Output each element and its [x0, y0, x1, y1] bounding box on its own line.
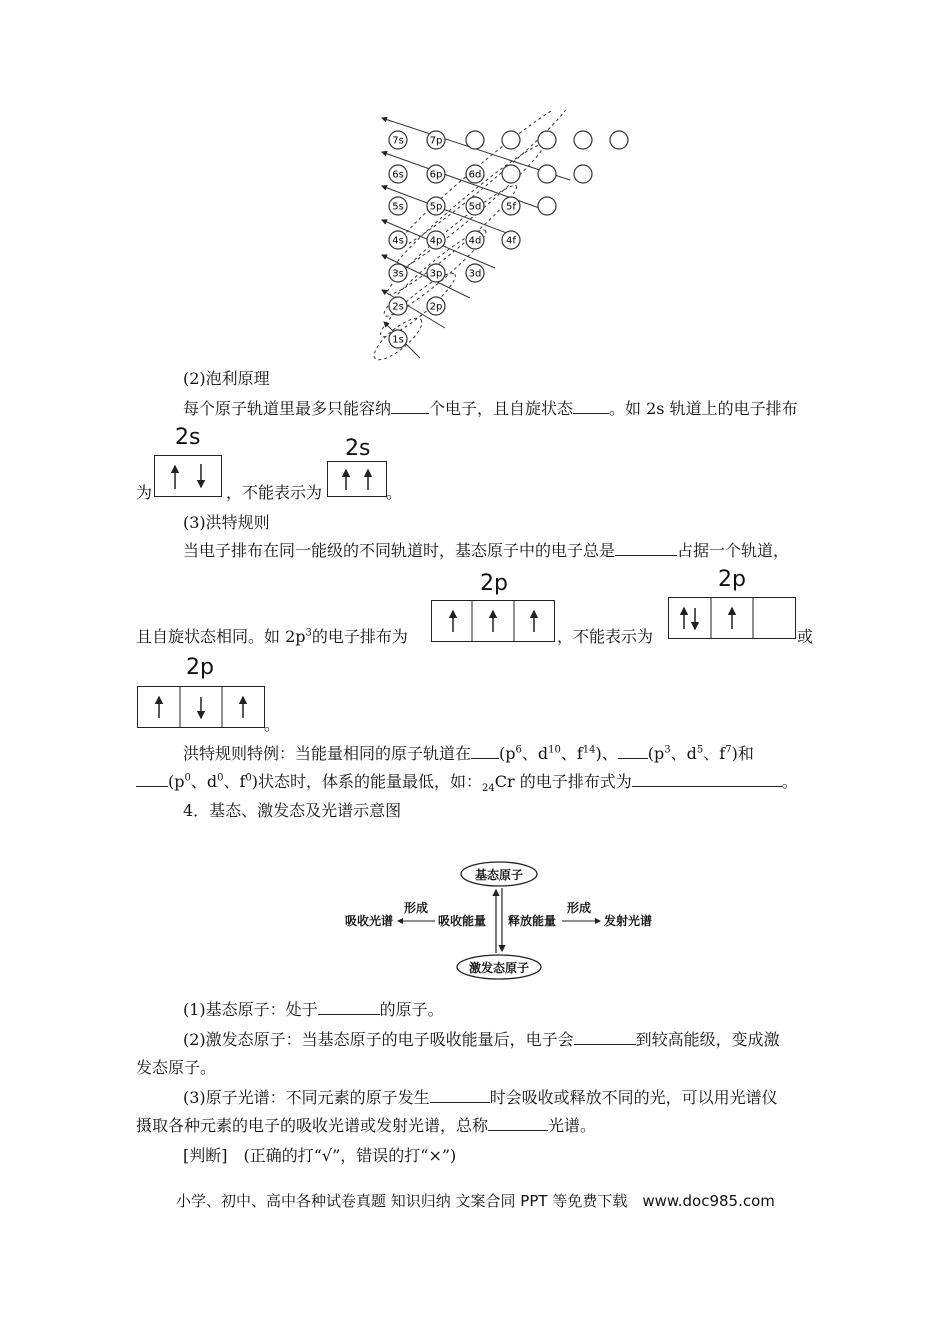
orbital-label: 2p: [718, 567, 746, 592]
t: Cr 的电子排布式为: [494, 772, 632, 791]
t: 、f: [560, 744, 583, 763]
t: 、d: [670, 744, 697, 763]
orbital-box-2p-wrong-1: [668, 597, 796, 639]
t: (p: [168, 772, 185, 791]
form-label: 形成: [567, 901, 592, 915]
t: )和: [731, 744, 754, 763]
orbital-box-2p-correct: [431, 600, 555, 642]
item2-cont: 发态原子。: [136, 1058, 217, 1077]
judge-heading: [判断] (正确的打“√”，错误的打“×”): [183, 1146, 457, 1165]
t: 的原子。: [379, 1000, 444, 1019]
superscript: 0: [184, 772, 191, 784]
pauli-heading: (2)泡利原理: [183, 369, 270, 388]
superscript: 5: [696, 744, 704, 756]
pauli-text-c: 。如 2s 轨道上的电子排布: [609, 399, 798, 418]
t: (2)激发态原子：当基态原子的电子吸收能量后，电子会: [183, 1030, 574, 1049]
absorb-energy-label: 吸收能量: [438, 914, 487, 928]
superscript: 6: [515, 744, 522, 756]
orbital-label-4s: 4s: [392, 235, 404, 247]
orbital-label-5s: 5s: [392, 201, 404, 213]
orbital-label-4f: 4f: [506, 235, 516, 247]
hund-huo: 或: [797, 627, 814, 646]
t: (3)原子光谱：不同元素的原子发生: [183, 1088, 430, 1107]
hund-heading: (3)洪特规则: [183, 513, 270, 532]
t: 时会吸收或释放不同的光，可以用光谱仪: [489, 1088, 778, 1107]
orbital-label-7s: 7s: [392, 135, 404, 147]
t: )状态时，体系的能量最低，如：: [251, 772, 483, 791]
orbital-label-5d: 5d: [468, 201, 482, 213]
hund-special-line2: [136, 771, 798, 793]
blank[interactable]: [573, 399, 609, 414]
orbital-label-4d: 4d: [468, 235, 482, 247]
orbital-label-6d: 6d: [468, 169, 482, 181]
superscript: 0: [245, 772, 252, 784]
blank[interactable]: [430, 1088, 490, 1103]
blank[interactable]: [318, 1000, 380, 1015]
orbital-label: 2p: [480, 571, 508, 596]
orbital-label-3s: 3s: [392, 268, 404, 280]
blank[interactable]: [632, 772, 782, 787]
orbital-label-3d: 3d: [468, 268, 482, 280]
superscript: 3: [664, 744, 671, 756]
subscript: 24: [482, 783, 495, 795]
orbital-label-5f: 5f: [506, 201, 516, 213]
hund-special-text: 洪特规则特例：当能量相同的原子轨道在: [183, 744, 472, 763]
spin-arrows: [432, 601, 554, 641]
t: 。: [781, 772, 798, 791]
spectrum-diagram: [340, 858, 670, 983]
ground-state-label: 基态原子: [474, 868, 524, 882]
hund-text: 的电子排布为: [311, 627, 408, 646]
superscript: 10: [548, 744, 561, 756]
pauli-text-a: 每个原子轨道里最多只能容纳: [183, 399, 392, 418]
blank[interactable]: [574, 1030, 636, 1045]
superscript: 14: [582, 744, 596, 756]
superscript: 7: [725, 744, 732, 756]
blank[interactable]: [391, 399, 429, 414]
orbital-label: 2p: [186, 655, 214, 680]
superscript: 3: [305, 627, 312, 639]
spin-arrows: [328, 462, 386, 496]
aufbau-diagram: [360, 110, 650, 365]
blank[interactable]: [488, 1116, 548, 1131]
blank[interactable]: [136, 772, 168, 787]
hund-special-line1: [183, 743, 754, 765]
t: 、d: [190, 772, 218, 791]
orbital-box-2p-wrong-2: [137, 686, 265, 728]
superscript: 0: [217, 772, 224, 784]
orbital-box-2s-correct: [154, 455, 222, 497]
hund-text-a: 当电子排布在同一能级的不同轨道时，基态原子中的电子总是: [183, 541, 616, 560]
emit-spectrum-label: 发射光谱: [604, 914, 653, 928]
item2: [183, 1029, 780, 1051]
t: 光谱。: [548, 1116, 597, 1135]
hund-text: 且自旋状态相同。如 2p: [136, 627, 306, 646]
hund-text-b: 占据一个轨道，: [677, 541, 790, 560]
excited-state-label: 激发态原子: [468, 961, 530, 975]
orbital-label-5p: 5p: [429, 201, 443, 213]
orbital-label-7p: 7p: [429, 135, 443, 147]
pauli-wei: 为: [136, 483, 153, 502]
hund-end: 。: [264, 715, 281, 734]
orbital-label-2p: 2p: [429, 301, 443, 313]
blank[interactable]: [618, 744, 648, 759]
blank[interactable]: [615, 541, 677, 556]
hund-line1: [183, 540, 789, 562]
item3-cont: [136, 1115, 596, 1137]
blank[interactable]: [471, 744, 499, 759]
orbital-label-6s: 6s: [392, 169, 404, 181]
orbital-label-2s: 2s: [392, 301, 404, 313]
t: 、d: [521, 744, 549, 763]
orbital-label-4p: 4p: [429, 235, 443, 247]
section4-heading: 4．基态、激发态及光谱示意图: [183, 801, 402, 820]
item1: [183, 999, 444, 1021]
form-label: 形成: [404, 901, 429, 915]
orbital-box-2s-wrong: [327, 461, 387, 497]
pauli-end: 。: [386, 483, 403, 502]
pauli-line1: [183, 398, 798, 420]
orbital-label-1s: 1s: [392, 334, 404, 346]
spin-arrows: [138, 687, 264, 727]
t: (1)基态原子：处于: [183, 1000, 318, 1019]
pauli-text-b: 个电子，且自旋状态: [429, 399, 574, 418]
spin-arrows: [155, 456, 221, 496]
t: )、: [595, 744, 618, 763]
hund-line2-c: ，不能表示为: [557, 627, 654, 646]
item3: [183, 1087, 778, 1109]
orbital-label: 2s: [345, 436, 371, 461]
t: 到较高能级，变成激: [635, 1030, 780, 1049]
spin-arrows: [669, 598, 795, 638]
pauli-mid: ，不能表示为: [226, 483, 323, 502]
orbital-label-6p: 6p: [429, 169, 443, 181]
t: 摄取各种元素的电子的吸收光谱或发射光谱，总称: [136, 1116, 489, 1135]
absorb-spectrum-label: 吸收光谱: [345, 914, 394, 928]
t: (p: [499, 744, 516, 763]
t: 、f: [703, 744, 726, 763]
hund-line2: [136, 626, 408, 648]
t: 、f: [223, 772, 246, 791]
footer: 小学、初中、高中各种试卷真题 知识归纳 文案合同 PPT 等免费下载 www.doc985.com: [176, 1192, 775, 1210]
orbital-label: 2s: [175, 425, 201, 450]
t: (p: [647, 744, 665, 763]
release-energy-label: 释放能量: [508, 914, 557, 928]
orbital-label-3p: 3p: [429, 268, 443, 280]
